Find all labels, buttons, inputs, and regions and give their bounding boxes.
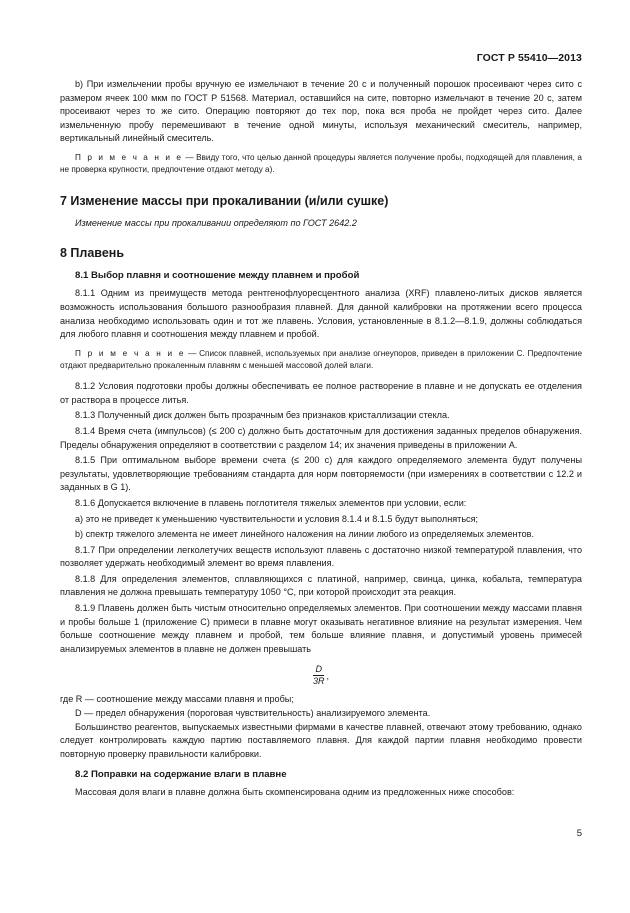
note-label: П р и м е ч а н и е <box>75 348 186 358</box>
paragraph-method-b: b) При измельчении пробы вручную ее измельчают в течение 20 с и полученный порошок просеивают через сито с размером ячеек 100 мкм по ГОСТ Р 51568. Материал, оставшийся на сите, повторно измельчают в течение 20 с, затем просеивают через то же сито. Операцию повторяют до тех пор, пока вся проба не пройдет через сито. Далее измельченную пробу перемешивают в течение одной минуты, используя механический смеситель, например, вертикальный линейный смеситель. <box>60 79 582 144</box>
paragraph-8-1-4: 8.1.4 Время счета (импульсов) (≤ 200 с) должно быть достаточным для достижения заданных пределов обнаружения. Пределы обнаружения определяют в соответствии с разделом 14; их значения приведены в приложении А. <box>60 425 582 450</box>
subsection-8-2-title: 8.2 Поправки на содержание влаги в плавне <box>75 769 287 781</box>
note-text: — Список плавней, используемых при анализе огнеупоров, приведен в приложении С. Предпочтение отдают предварительно прокаленным плавням с меньшей массовой долей влаги. <box>60 348 583 370</box>
formula-trailing: , <box>326 670 330 681</box>
fraction-numerator: D <box>315 664 322 675</box>
document-code-header: ГОСТ Р 55410—2013 <box>476 52 582 64</box>
paragraph-8-1-3: 8.1.3 Полученный диск должен быть прозрачным без признаков кристаллизации стекла. <box>75 410 450 421</box>
section-7-text: Изменение массы при прокаливании определяют по ГОСТ 2642.2 <box>75 218 357 229</box>
paragraph-8-1-6-a: а) это не приведет к уменьшению чувствительности и условия 8.1.4 и 8.1.5 будут выполняться; <box>75 513 479 524</box>
fraction <box>313 664 325 687</box>
note-2 <box>60 348 582 372</box>
paragraph-8-2: Массовая доля влаги в плавне должна быть скомпенсирована одним из предложенных ниже способов: <box>75 787 515 798</box>
fraction-denominator: 3R <box>312 676 325 687</box>
paragraph-8-1-6: 8.1.6 Допускается включение в плавень поглотителя тяжелых элементов при условии, если: <box>75 497 467 508</box>
section-7-title: 7 Изменение массы при прокаливании (и/или сушке) <box>60 194 389 209</box>
note-1 <box>60 152 582 176</box>
paragraph-8-1-8: 8.1.8 Для определения элементов, сплавляющихся с платиной, например, свинца, цинка, кобальта, температура плавления не должна превышать температуру 1050 °C, при которой происходит эта реакция. <box>60 573 582 598</box>
paragraph-8-1-5: 8.1.5 При оптимальном выборе времени счета (≤ 200 с) для каждого определяемого элемента будут получены результаты, удовлетворяющие требованиям стандарта для норм повторяемости (при измерениях в соответствии с 12.2 и заданных в G 1). <box>60 455 582 493</box>
paragraph-majority: Большинство реагентов, выпускаемых известными фирмами в качестве плавней, отвечают этому требованию, однако следует контролировать каждую партию поставляемого плавня. Для каждой партии плавня необходимо провести повторную проверку правильности калибровки. <box>60 721 582 759</box>
paragraph-8-1-6-b: b) спектр тяжелого элемента не имеет линейного наложения на линии любого из определяемых элементов. <box>75 529 535 540</box>
definition-d: D — предел обнаружения (пороговая чувствительность) анализируемого элемента. <box>75 708 431 719</box>
paragraph-8-1-7: 8.1.7 При определении легколетучих веществ используют плавень с достаточно низкой температурой плавления, что позволяет удержать необходимый элемент во время плавления. <box>60 544 582 569</box>
page-content <box>60 78 582 802</box>
definition-r: где R — соотношение между массами плавня и пробы; <box>60 694 294 705</box>
paragraph-8-1-1: 8.1.1 Одним из преимуществ метода рентгенофлуоресцентного анализа (XRF) плавлено-литых дисков является возможность использования большого разнообразия плавней. Для данной калибровки на протяжении всего процесса анализа необходимо использовать один и тот же плавень. Условия, установленные в 8.1.2—8.1.9, должны соблюдаться для любого плавня и соотношения между плавнем и пробой. <box>60 288 582 340</box>
paragraph-8-1-9: 8.1.9 Плавень должен быть чистым относительно определяемых элементов. При соотношении между массами плавня и пробы больше 1 (приложение С) примеси в плавне могут оказывать негативное влияние на результат измерения. Чем больше соотношение между плавнем и пробой, тем больше влияние плавня, и допустимый уровень примесей анализируемых элементов в плавне не должен превышать <box>60 603 582 654</box>
subsection-8-1-title: 8.1 Выбор плавня и соотношение между плавнем и пробой <box>75 270 360 282</box>
note-label: П р и м е ч а н и е <box>75 152 183 162</box>
note-text: — Ввиду того, что целью данной процедуры является получение пробы, подходящей для плавления, а не проверка крупности, предпочтение отдают методу а). <box>60 152 582 175</box>
paragraph-8-1-2: 8.1.2 Условия подготовки пробы должны обеспечивать ее полное растворение в плавне и не допускать ее отделения от раствора в процессе литья. <box>60 381 582 405</box>
section-8-title: 8 Плавень <box>60 246 125 261</box>
formula-d-over-3r <box>60 664 582 687</box>
page-number: 5 <box>576 828 582 839</box>
